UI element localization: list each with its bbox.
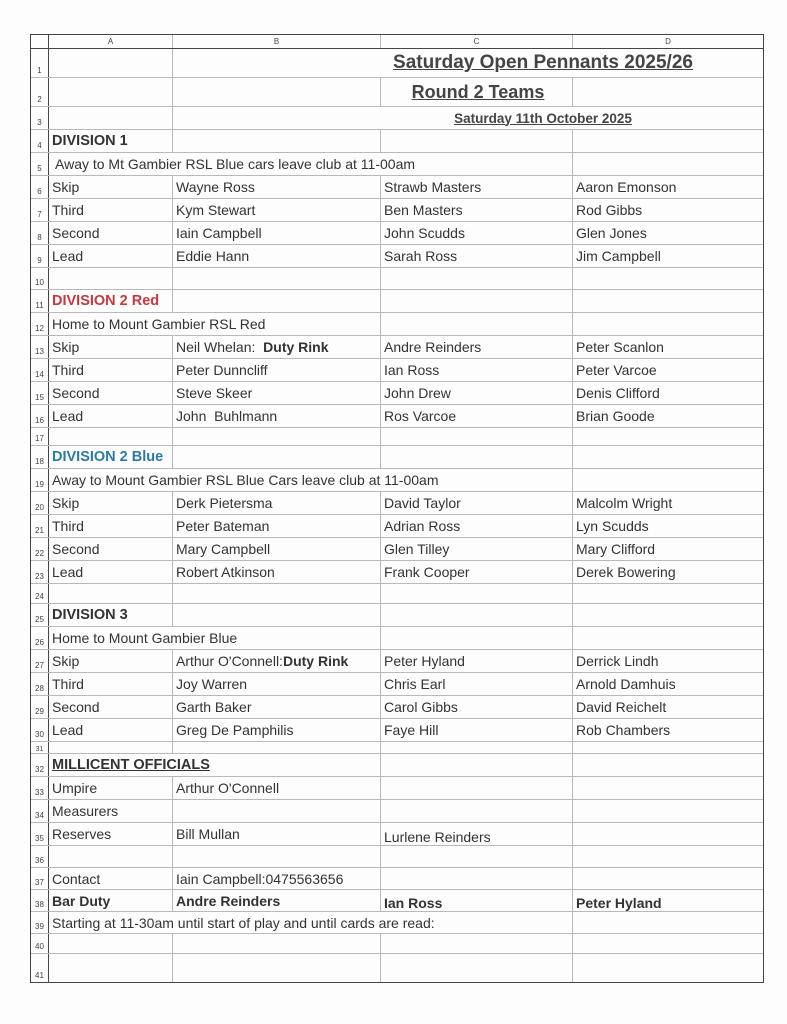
position-label[interactable]: Skip bbox=[49, 176, 173, 198]
cell[interactable] bbox=[381, 627, 573, 649]
umpire-label[interactable]: Umpire bbox=[49, 777, 173, 799]
division-heading: DIVISION 2 Red bbox=[52, 293, 160, 309]
row-number[interactable]: 11 bbox=[31, 290, 49, 312]
cell[interactable] bbox=[573, 912, 763, 933]
sheet-row bbox=[31, 469, 763, 492]
position-label[interactable]: Lead bbox=[49, 561, 173, 583]
cell[interactable] bbox=[573, 754, 763, 776]
row-number[interactable]: 36 bbox=[31, 846, 49, 867]
round-title: Round 2 Teams bbox=[411, 81, 545, 102]
sheet-row bbox=[31, 268, 763, 290]
officials-row bbox=[31, 890, 763, 912]
player-cell[interactable]: David Reichelt bbox=[576, 699, 667, 715]
player-cell[interactable]: Mary Campbell bbox=[173, 538, 381, 560]
player-cell[interactable]: Brian Goode bbox=[576, 408, 655, 424]
position-label[interactable]: Lead bbox=[49, 405, 173, 427]
player-name: Neil Whelan: bbox=[176, 339, 264, 355]
officials-row bbox=[31, 868, 763, 890]
player-cell[interactable]: Faye Hill bbox=[381, 719, 573, 741]
position-label[interactable]: Third bbox=[49, 359, 173, 381]
team-row bbox=[31, 696, 763, 719]
cell[interactable] bbox=[573, 428, 763, 445]
player-cell[interactable]: Joy Warren bbox=[173, 673, 381, 695]
team-row bbox=[31, 650, 763, 673]
cell[interactable] bbox=[381, 313, 573, 335]
sheet-row bbox=[31, 130, 763, 153]
sheet-row bbox=[31, 446, 763, 469]
cell[interactable] bbox=[49, 107, 173, 129]
reserves-value[interactable]: Lurlene Reinders bbox=[381, 823, 573, 845]
position-label[interactable]: Lead bbox=[49, 245, 173, 267]
position-label[interactable]: Second bbox=[49, 538, 173, 560]
cell[interactable] bbox=[173, 934, 381, 953]
row-number[interactable]: 37 bbox=[31, 868, 49, 889]
row-number[interactable]: 25 bbox=[31, 604, 49, 626]
row-number[interactable]: 38 bbox=[31, 890, 49, 911]
duty-rink-label: Duty Rink bbox=[263, 339, 329, 355]
player-cell[interactable]: Frank Cooper bbox=[381, 561, 573, 583]
sheet-row bbox=[31, 313, 763, 336]
player-cell[interactable]: Kym Stewart bbox=[173, 199, 381, 221]
cell[interactable] bbox=[49, 584, 173, 603]
player-cell[interactable] bbox=[173, 650, 381, 672]
sheet-row bbox=[31, 912, 763, 934]
cell[interactable] bbox=[573, 290, 763, 312]
row-number[interactable]: 41 bbox=[31, 954, 49, 982]
cell[interactable] bbox=[573, 954, 763, 982]
sheet-row bbox=[31, 754, 763, 777]
cell[interactable] bbox=[49, 934, 173, 953]
cell[interactable] bbox=[573, 268, 763, 289]
row-number[interactable]: 17 bbox=[31, 428, 49, 445]
cell[interactable] bbox=[573, 777, 763, 799]
cell[interactable] bbox=[573, 313, 763, 335]
row-number[interactable]: 7 bbox=[31, 199, 49, 221]
position-label[interactable]: Skip bbox=[49, 650, 173, 672]
player-cell[interactable]: John Scudds bbox=[381, 222, 573, 244]
team-row bbox=[31, 492, 763, 515]
position-label[interactable]: Second bbox=[49, 696, 173, 718]
player-cell[interactable]: Ian Ross bbox=[381, 359, 573, 381]
row-number[interactable]: 32 bbox=[31, 754, 49, 776]
title-cell[interactable] bbox=[173, 49, 763, 77]
row-number[interactable]: 28 bbox=[31, 673, 49, 695]
measurers-value[interactable] bbox=[173, 800, 381, 822]
position-label[interactable]: Third bbox=[49, 515, 173, 537]
sheet-row bbox=[31, 428, 763, 446]
player-cell[interactable]: Robert Atkinson bbox=[173, 561, 381, 583]
cell[interactable] bbox=[573, 78, 763, 106]
player-cell[interactable]: Derk Pietersma bbox=[173, 492, 381, 514]
sheet-row bbox=[31, 78, 763, 107]
cell[interactable] bbox=[381, 428, 573, 445]
row-number[interactable]: 16 bbox=[31, 405, 49, 427]
cell[interactable] bbox=[49, 78, 173, 106]
cell[interactable] bbox=[49, 954, 173, 982]
player-cell[interactable]: Greg De Pamphilis bbox=[173, 719, 381, 741]
position-label[interactable]: Second bbox=[49, 222, 173, 244]
player-name: Arthur O'Connell: bbox=[176, 653, 283, 669]
player-cell[interactable]: Steve Skeer bbox=[173, 382, 381, 404]
division-note[interactable]: Away to Mt Gambier RSL Blue cars leave club at 11-00am bbox=[49, 153, 573, 175]
player-cell[interactable]: Denis Clifford bbox=[576, 385, 660, 401]
division-note[interactable]: Home to Mount Gambier Blue bbox=[49, 627, 381, 649]
row-number[interactable]: 24 bbox=[31, 584, 49, 603]
team-row bbox=[31, 199, 763, 222]
row-number[interactable]: 13 bbox=[31, 336, 49, 358]
cell[interactable] bbox=[173, 604, 381, 626]
position-label[interactable]: Third bbox=[49, 199, 173, 221]
row-number[interactable]: 6 bbox=[31, 176, 49, 198]
cell[interactable] bbox=[381, 584, 573, 603]
cell[interactable] bbox=[381, 130, 573, 152]
cell[interactable] bbox=[381, 777, 573, 799]
sheet-row bbox=[31, 107, 763, 130]
row-number[interactable]: 3 bbox=[31, 107, 49, 129]
team-row bbox=[31, 673, 763, 696]
cell[interactable] bbox=[573, 604, 763, 626]
player-cell[interactable]: Adrian Ross bbox=[381, 515, 573, 537]
position-label[interactable]: Lead bbox=[49, 719, 173, 741]
bar-duty-value[interactable]: Peter Hyland bbox=[576, 894, 662, 911]
sheet-row bbox=[31, 153, 763, 176]
measurers-label[interactable]: Measurers bbox=[49, 800, 173, 822]
bar-duty-label[interactable]: Bar Duty bbox=[49, 890, 173, 911]
sheet-row bbox=[31, 627, 763, 650]
row-number[interactable]: 39 bbox=[31, 912, 49, 933]
cell[interactable] bbox=[173, 446, 381, 468]
player-cell[interactable]: Wayne Ross bbox=[173, 176, 381, 198]
position-label[interactable]: Skip bbox=[49, 336, 173, 358]
bar-duty-value[interactable]: Andre Reinders bbox=[173, 890, 381, 911]
cell[interactable] bbox=[573, 868, 763, 889]
row-number[interactable]: 26 bbox=[31, 627, 49, 649]
division-heading: DIVISION 2 Blue bbox=[52, 449, 164, 465]
row-number[interactable]: 18 bbox=[31, 446, 49, 468]
contact-value[interactable]: Iain Campbell:0475563656 bbox=[173, 868, 381, 889]
cell[interactable] bbox=[49, 742, 173, 753]
column-header-c[interactable]: C bbox=[381, 35, 573, 48]
team-row bbox=[31, 719, 763, 742]
officials-row bbox=[31, 823, 763, 846]
bar-duty-note[interactable]: Starting at 11-30am until start of play and until cards are read: bbox=[49, 912, 573, 933]
row-number[interactable]: 10 bbox=[31, 268, 49, 289]
column-header-b[interactable]: B bbox=[173, 35, 381, 48]
player-cell[interactable]: Derek Bowering bbox=[576, 564, 676, 580]
player-cell[interactable]: Rod Gibbs bbox=[576, 202, 643, 218]
umpire-value[interactable]: Arthur O'Connell bbox=[173, 777, 381, 799]
player-cell[interactable]: David Taylor bbox=[381, 492, 573, 514]
player-cell[interactable]: Aaron Emonson bbox=[576, 179, 677, 195]
cell[interactable] bbox=[573, 742, 763, 753]
row-number[interactable]: 9 bbox=[31, 245, 49, 267]
team-row bbox=[31, 382, 763, 405]
row-number[interactable]: 29 bbox=[31, 696, 49, 718]
player-cell[interactable]: Mary Clifford bbox=[576, 541, 656, 557]
player-cell[interactable] bbox=[173, 336, 381, 358]
cell[interactable] bbox=[573, 800, 763, 822]
player-cell[interactable]: Ben Masters bbox=[381, 199, 573, 221]
player-cell[interactable]: Andre Reinders bbox=[381, 336, 573, 358]
cell[interactable] bbox=[49, 604, 173, 626]
column-header-a[interactable]: A bbox=[49, 35, 173, 48]
player-cell[interactable]: Glen Tilley bbox=[381, 538, 573, 560]
player-cell[interactable]: Arnold Damhuis bbox=[576, 676, 676, 692]
position-label[interactable]: Third bbox=[49, 673, 173, 695]
player-cell[interactable]: Strawb Masters bbox=[381, 176, 573, 198]
officials-row bbox=[31, 777, 763, 800]
cell[interactable] bbox=[49, 428, 173, 445]
player-cell[interactable]: John Buhlmann bbox=[173, 405, 381, 427]
duty-rink-label: Duty Rink bbox=[282, 653, 349, 669]
player-cell[interactable]: Peter Varcoe bbox=[576, 362, 657, 378]
player-cell[interactable]: Peter Dunncliff bbox=[173, 359, 381, 381]
cell[interactable] bbox=[381, 954, 573, 982]
player-cell[interactable]: Carol Gibbs bbox=[381, 696, 573, 718]
cell[interactable] bbox=[173, 78, 381, 106]
team-row bbox=[31, 515, 763, 538]
cell[interactable] bbox=[49, 130, 173, 152]
cell[interactable] bbox=[573, 153, 763, 175]
cell[interactable] bbox=[381, 742, 573, 753]
sheet-row bbox=[31, 584, 763, 604]
cell[interactable] bbox=[173, 268, 381, 289]
player-cell[interactable]: Glen Jones bbox=[576, 225, 647, 241]
contact-label[interactable]: Contact bbox=[49, 868, 173, 889]
cell[interactable] bbox=[381, 846, 573, 867]
cell[interactable] bbox=[173, 130, 381, 152]
cell[interactable] bbox=[49, 290, 173, 312]
row-number[interactable]: 19 bbox=[31, 469, 49, 491]
team-row bbox=[31, 176, 763, 199]
spreadsheet bbox=[30, 34, 764, 983]
row-number[interactable]: 1 bbox=[31, 49, 49, 77]
row-number[interactable]: 33 bbox=[31, 777, 49, 799]
cell[interactable] bbox=[573, 446, 763, 468]
row-number[interactable]: 34 bbox=[31, 800, 49, 822]
row-number[interactable]: 8 bbox=[31, 222, 49, 244]
row-number[interactable]: 4 bbox=[31, 130, 49, 152]
column-header-d[interactable]: D bbox=[665, 37, 671, 46]
cell[interactable] bbox=[381, 800, 573, 822]
round-cell[interactable] bbox=[381, 78, 573, 106]
team-row bbox=[31, 336, 763, 359]
corner-cell[interactable] bbox=[31, 35, 49, 48]
sheet-row bbox=[31, 846, 763, 868]
column-header-row bbox=[31, 35, 763, 49]
cell[interactable] bbox=[381, 934, 573, 953]
row-number[interactable]: 20 bbox=[31, 492, 49, 514]
player-cell[interactable]: Derrick Lindh bbox=[576, 653, 659, 669]
cell[interactable] bbox=[573, 823, 763, 845]
cell[interactable] bbox=[573, 934, 763, 953]
player-cell[interactable]: Lyn Scudds bbox=[576, 518, 649, 534]
sheet-row bbox=[31, 290, 763, 313]
player-cell[interactable]: Sarah Ross bbox=[381, 245, 573, 267]
cell[interactable] bbox=[381, 754, 573, 776]
player-cell[interactable]: Ros Varcoe bbox=[381, 405, 573, 427]
cell[interactable] bbox=[173, 846, 381, 867]
team-row bbox=[31, 245, 763, 268]
row-number[interactable]: 23 bbox=[31, 561, 49, 583]
division-heading: DIVISION 3 bbox=[52, 607, 128, 623]
cell[interactable] bbox=[49, 49, 173, 77]
cell[interactable] bbox=[573, 130, 763, 152]
cell[interactable] bbox=[49, 268, 173, 289]
row-number[interactable]: 30 bbox=[31, 719, 49, 741]
row-number[interactable]: 35 bbox=[31, 823, 49, 845]
officials-heading: MILLICENT OFFICIALS bbox=[52, 757, 210, 773]
officials-row bbox=[31, 800, 763, 823]
cell[interactable] bbox=[49, 754, 381, 776]
row-number[interactable]: 15 bbox=[31, 382, 49, 404]
team-row bbox=[31, 561, 763, 584]
player-cell[interactable]: Malcolm Wright bbox=[576, 495, 673, 511]
sheet-row bbox=[31, 934, 763, 954]
cell[interactable] bbox=[49, 846, 173, 867]
cell[interactable] bbox=[381, 268, 573, 289]
cell[interactable] bbox=[573, 469, 763, 491]
cell[interactable] bbox=[173, 584, 381, 603]
team-row bbox=[31, 405, 763, 428]
team-row bbox=[31, 359, 763, 382]
row-number[interactable]: 40 bbox=[31, 934, 49, 953]
row-number[interactable]: 22 bbox=[31, 538, 49, 560]
date-title: Saturday 11th October 2025 bbox=[454, 110, 632, 126]
player-cell[interactable]: Peter Scanlon bbox=[576, 339, 664, 355]
position-label[interactable]: Second bbox=[49, 382, 173, 404]
row-number[interactable]: 14 bbox=[31, 359, 49, 381]
cell[interactable] bbox=[573, 584, 763, 603]
team-row bbox=[31, 222, 763, 245]
team-row bbox=[31, 538, 763, 561]
cell[interactable] bbox=[49, 446, 173, 468]
player-cell[interactable]: John Drew bbox=[381, 382, 573, 404]
row-number[interactable]: 21 bbox=[31, 515, 49, 537]
row-number[interactable]: 2 bbox=[31, 78, 49, 106]
reserves-label[interactable]: Reserves bbox=[49, 823, 173, 845]
player-cell[interactable]: Iain Campbell bbox=[173, 222, 381, 244]
player-cell[interactable]: Chris Earl bbox=[381, 673, 573, 695]
player-cell[interactable]: Peter Hyland bbox=[381, 650, 573, 672]
player-cell[interactable]: Rob Chambers bbox=[576, 722, 671, 738]
page-title: Saturday Open Pennants 2025/26 bbox=[393, 52, 693, 73]
cell[interactable] bbox=[573, 627, 763, 649]
cell[interactable] bbox=[381, 290, 573, 312]
sheet-row bbox=[31, 954, 763, 982]
cell[interactable] bbox=[381, 868, 573, 889]
player-cell[interactable]: Eddie Hann bbox=[173, 245, 381, 267]
row-number[interactable]: 12 bbox=[31, 313, 49, 335]
division-note[interactable]: Home to Mount Gambier RSL Red bbox=[49, 313, 381, 335]
cell[interactable] bbox=[173, 428, 381, 445]
row-number[interactable]: 31 bbox=[31, 742, 49, 753]
player-cell[interactable]: Peter Bateman bbox=[173, 515, 381, 537]
position-label[interactable]: Skip bbox=[49, 492, 173, 514]
cell[interactable] bbox=[173, 290, 381, 312]
row-number[interactable]: 27 bbox=[31, 650, 49, 672]
row-number[interactable]: 5 bbox=[31, 153, 49, 175]
cell[interactable] bbox=[173, 954, 381, 982]
cell[interactable] bbox=[381, 604, 573, 626]
bar-duty-value[interactable]: Ian Ross bbox=[381, 890, 573, 911]
reserves-value[interactable]: Bill Mullan bbox=[173, 823, 381, 845]
division-heading: DIVISION 1 bbox=[52, 133, 128, 149]
sheet-row bbox=[31, 742, 763, 754]
sheet-row bbox=[31, 604, 763, 627]
division-note[interactable]: Away to Mount Gambier RSL Blue Cars leave club at 11-00am bbox=[49, 469, 573, 491]
cell[interactable] bbox=[381, 446, 573, 468]
sheet-row bbox=[31, 49, 763, 78]
cell[interactable] bbox=[173, 742, 381, 753]
date-cell[interactable] bbox=[173, 107, 763, 129]
player-cell[interactable]: Garth Baker bbox=[173, 696, 381, 718]
cell[interactable] bbox=[573, 846, 763, 867]
player-cell[interactable]: Jim Campbell bbox=[576, 248, 661, 264]
